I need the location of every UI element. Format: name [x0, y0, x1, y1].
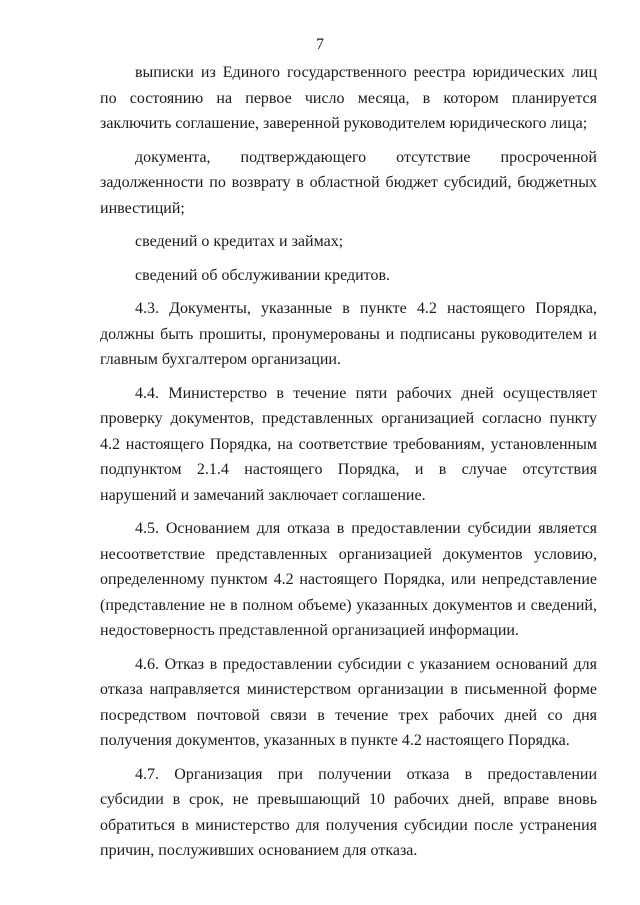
document-body — [100, 60, 597, 864]
page-number: 7 — [316, 36, 324, 53]
paragraph-no-debt-document: документа, подтверждающего отсутствие просроченной задолженности по возврату в областной бюджет субсидий, бюджетных инвестиций; — [100, 148, 597, 217]
paragraph-extract-registry: выписки из Единого государственного реестра юридических лиц по состоянию на первое число месяца, в котором планируется заключить соглашение, заверенной руководителем юридического лица; — [100, 64, 597, 132]
paragraph-credit-servicing: сведений об обслуживании кредитов. — [135, 266, 390, 284]
paragraph-4-4: 4.4. Министерство в течение пяти рабочих дней осуществляет проверку документов, представленных организацией согласно пункту 4.2 настоящего Порядка, на соответствие требованиям, установленным подпунктом 2.1.4 настоящего Порядка, и в случае отсутствия нарушений и замечаний заключает соглашение. — [100, 384, 597, 504]
paragraph-4-7: 4.7. Организация при получении отказа в предоставлении субсидии в срок, не превышающий 10 рабочих дней, вправе вновь обратиться в министерство для получения субсидии после устранения причин, послуживших основанием для отказа. — [100, 765, 597, 859]
paragraph-4-6: 4.6. Отказ в предоставлении субсидии с указанием оснований для отказа направляется министерством организации в письменной форме посредством почтовой связи в течение трех рабочих дней со дня получения документов, указанных в пункте 4.2 настоящего Порядка. — [100, 655, 597, 749]
paragraph-credits-loans: сведений о кредитах и займах; — [135, 233, 344, 250]
paragraph-4-5: 4.5. Основанием для отказа в предоставлении субсидии является несоответствие представленных организацией документов условию, определенному пунктом 4.2 настоящего Порядка, или непредставление (представление не в полном объеме) указанных документов и сведений, недостоверность представленной организацией информации. — [100, 520, 597, 639]
paragraph-4-3: 4.3. Документы, указанные в пункте 4.2 настоящего Порядка, должны быть прошиты, пронумерованы и подписаны руководителем и главным бухгалтером организации. — [100, 300, 597, 368]
